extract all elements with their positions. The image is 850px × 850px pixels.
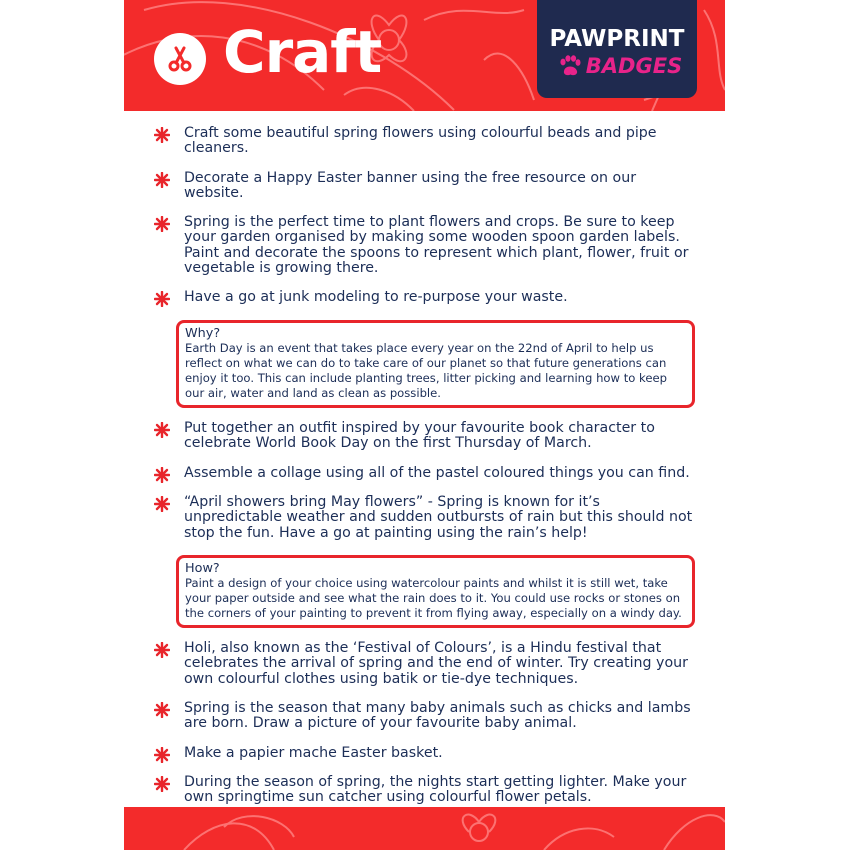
asterisk-bullet-icon bbox=[154, 127, 170, 143]
scissors-icon bbox=[165, 44, 195, 74]
asterisk-bullet-icon bbox=[154, 291, 170, 307]
list-item-text: Spring is the perfect time to plant flowers and crops. Be sure to keep your garden organised by making some wooden spoon garden labels. Paint and decorate the spoons to represent which plant, flower, fruit or vegetable is growing there. bbox=[184, 214, 689, 277]
asterisk-bullet-icon bbox=[154, 467, 170, 483]
asterisk-bullet-icon bbox=[154, 776, 170, 792]
list-item bbox=[154, 495, 699, 541]
list-item-text: “April showers bring May flowers” - Spring is known for it’s unpredictable weather and sudden outbursts of rain but this should not stop the fun. Have a go at painting using the rain’s help! bbox=[184, 493, 693, 541]
list-item-text: During the season of spring, the nights start getting lighter. Make your own springtime sun catcher using colourful flower petals. bbox=[184, 773, 687, 806]
page bbox=[124, 0, 725, 850]
list-item-text: Have a go at junk modeling to re-purpose your waste. bbox=[184, 289, 568, 306]
list-item bbox=[154, 775, 699, 806]
logo-text-bottom: BADGES bbox=[585, 54, 683, 78]
footer-floral-decoration bbox=[124, 807, 725, 850]
asterisk-bullet-icon bbox=[154, 496, 170, 512]
list-item-text: Spring is the season that many baby animals such as chicks and lambs are born. Draw a picture of your favourite baby animal. bbox=[184, 700, 691, 732]
activity-group-2 bbox=[154, 421, 699, 541]
list-item-text: Decorate a Happy Easter banner using the free resource on our website. bbox=[184, 169, 637, 201]
list-item-text: Craft some beautiful spring flowers using colourful beads and pipe cleaners. bbox=[184, 125, 657, 157]
asterisk-bullet-icon bbox=[154, 172, 170, 188]
list-item-text: Assemble a collage using all of the pastel coloured things you can find. bbox=[184, 464, 690, 481]
why-body: Earth Day is an event that takes place every year on the 22nd of April to help us reflect on what we can do to take care of our planet so that future generations can enjoy it too. This can include planting trees, litter picking and learning how to keep our air, water and land as clean as possible. bbox=[185, 340, 667, 400]
activity-list bbox=[154, 126, 699, 819]
list-item-text: Make a papier mache Easter basket. bbox=[184, 744, 443, 761]
header-banner bbox=[124, 0, 725, 111]
list-item bbox=[154, 466, 699, 481]
scissors-badge bbox=[154, 33, 206, 85]
asterisk-bullet-icon bbox=[154, 642, 170, 658]
why-box bbox=[176, 320, 695, 408]
list-item bbox=[154, 746, 699, 761]
list-item bbox=[154, 421, 699, 452]
paw-icon bbox=[558, 55, 582, 77]
list-item-text: Put together an outfit inspired by your favourite book character to celebrate World Book Day on the first Thursday of March. bbox=[184, 420, 655, 452]
logo-text-top: PAWPRINT bbox=[549, 26, 685, 52]
activity-group-1 bbox=[154, 126, 699, 306]
asterisk-bullet-icon bbox=[154, 216, 170, 232]
list-item bbox=[154, 701, 699, 732]
how-body: Paint a design of your choice using watercolour paints and whilst it is still wet, take your paper outside and see what the rain does to it. You could use rocks or stones on the corners of your painting to prevent it from flying away, especially on a windy day. bbox=[185, 575, 682, 621]
why-title: Why? bbox=[185, 325, 221, 341]
list-item bbox=[154, 290, 699, 305]
footer-banner bbox=[124, 807, 725, 850]
list-item bbox=[154, 641, 699, 687]
activity-group-3 bbox=[154, 641, 699, 805]
pawprint-badges-logo bbox=[537, 0, 697, 98]
list-item-text: Holi, also known as the ‘Festival of Colours’, is a Hindu festival that celebrates the arrival of spring and the end of winter. Try creating your own colourful clothes using batik or tie-dye techniques. bbox=[184, 640, 688, 687]
list-item bbox=[154, 215, 699, 276]
how-title: How? bbox=[185, 560, 220, 576]
logo-bottom-row bbox=[555, 52, 685, 80]
asterisk-bullet-icon bbox=[154, 702, 170, 718]
asterisk-bullet-icon bbox=[154, 747, 170, 763]
list-item bbox=[154, 171, 699, 202]
page-title: Craft bbox=[223, 18, 382, 86]
list-item bbox=[154, 126, 699, 157]
how-box bbox=[176, 555, 695, 628]
asterisk-bullet-icon bbox=[154, 422, 170, 438]
